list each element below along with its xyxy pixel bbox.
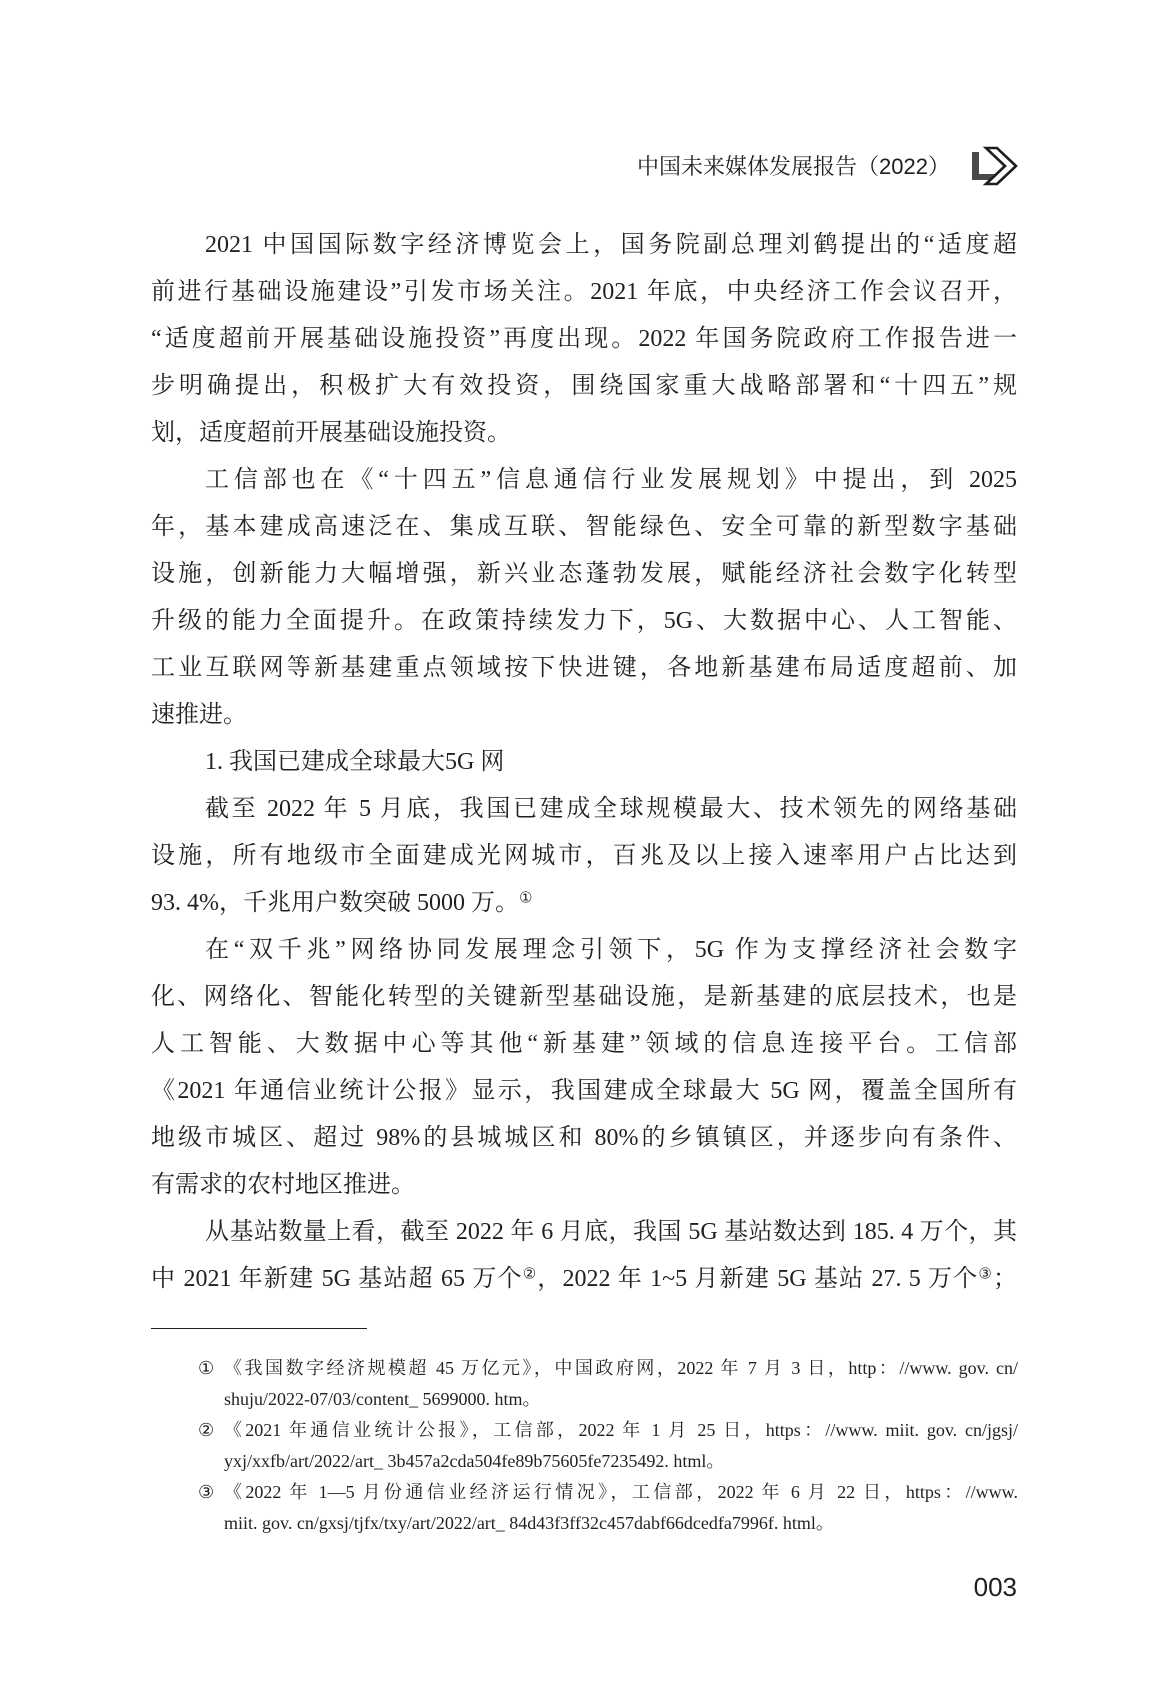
body-line: 年，基本建成高速泛在、集成互联、智能绿色、安全可靠的新型数字基础 <box>151 514 1017 540</box>
footnote-line: shuju/2022-07/03/content_ 5699000. htm。 <box>224 1389 541 1409</box>
footnote-ref: ① <box>519 890 533 907</box>
body-line: 步明确提出，积极扩大有效投资，围绕国家重大战略部署和“十四五”规 <box>151 373 1017 399</box>
body-line: 在“双千兆”网络协同发展理念引领下，5G 作为支撑经济社会数字 <box>205 937 1017 963</box>
paragraph-4 <box>151 927 1017 1209</box>
paragraph-3 <box>151 786 1017 927</box>
body-line: 《2021 年通信业统计公报》显示，我国建成全球最大 5G 网，覆盖全国所有 <box>151 1078 1017 1104</box>
body-line: 工业互联网等新基建重点领域按下快进键，各地新基建布局适度超前、加 <box>151 655 1017 681</box>
footnote-line: 《2021 年通信业统计公报》，工信部，2022 年 1 月 25 日，https：//www. miit. gov. cn/jgsj/ <box>224 1420 1018 1440</box>
body-line: 前进行基础设施建设”引发市场关注。2021 年底，中央经济工作会议召开， <box>151 279 1017 305</box>
body-line: 地级市城区、超过 98%的县城城区和 80%的乡镇镇区，并逐步向有条件、 <box>151 1125 1017 1151</box>
footnote-2 <box>198 1415 1018 1477</box>
body-line: 升级的能力全面提升。在政策持续发力下，5G、大数据中心、人工智能、 <box>151 608 1017 634</box>
paragraph-2 <box>151 457 1017 739</box>
body-line: 速推进。 <box>151 702 247 728</box>
footnote-line: miit. gov. cn/gxsj/tjfx/txy/art/2022/art_ 84d43f3ff32c457dabf66dcedfa7996f. html。 <box>224 1513 834 1533</box>
body-text <box>151 222 1017 1303</box>
body-line: 人工智能、大数据中心等其他“新基建”领域的信息连接平台。工信部 <box>151 1031 1017 1057</box>
body-line <box>151 1256 1017 1303</box>
body-line <box>151 880 1017 927</box>
paragraph-5 <box>151 1209 1017 1303</box>
footnote-line: 《2022 年 1—5 月份通信业经济运行情况》，工信部，2022 年 6 月 22 日，https：//www. <box>224 1482 1018 1502</box>
body-line: 设施，所有地级市全面建成光网城市，百兆及以上接入速率用户占比达到 <box>151 843 1017 869</box>
body-line: 工信部也在《“十四五”信息通信行业发展规划》中提出，到 2025 <box>205 467 1017 493</box>
footnote-line: yxj/xxfb/art/2022/art_ 3b457a2cda504fe89b75605fe7235492. html。 <box>224 1451 725 1471</box>
line-text: ； <box>992 1266 1017 1292</box>
footnote-marker: ① <box>198 1358 215 1378</box>
line-text: 93. 4%，千兆用户数突破 5000 万。 <box>151 890 519 916</box>
footnote-divider <box>151 1328 367 1329</box>
line-text: ，2022 年 1~5 月新建 5G 基站 27. 5 万个 <box>537 1266 979 1292</box>
body-line: 2021 中国国际数字经济博览会上，国务院副总理刘鹤提出的“适度超 <box>205 232 1017 258</box>
body-line: 划，适度超前开展基础设施投资。 <box>151 420 511 446</box>
footnote-marker: ② <box>198 1420 215 1440</box>
body-line: 设施，创新能力大幅增强，新兴业态蓬勃发展，赋能经济社会数字化转型 <box>151 561 1017 587</box>
body-line: 化、网络化、智能化转型的关键新型基础设施，是新基建的底层技术，也是 <box>151 984 1017 1010</box>
page-number: 003 <box>973 1572 1017 1602</box>
footnote-3 <box>198 1477 1018 1539</box>
footnote-1 <box>198 1353 1018 1415</box>
line-text: 中 2021 年新建 5G 基站超 65 万个 <box>151 1266 523 1292</box>
footnote-line: 《我国数字经济规模超 45 万亿元》，中国政府网，2022 年 7 月 3 日，http：//www. gov. cn/ <box>224 1358 1018 1378</box>
footnote-marker: ③ <box>198 1482 215 1502</box>
section-heading: 1. 我国已建成全球最大5G 网 <box>205 749 505 775</box>
body-line: 有需求的农村地区推进。 <box>151 1172 415 1198</box>
running-header-title: 中国未来媒体发展报告（2022） <box>637 154 950 179</box>
body-line: 截至 2022 年 5 月底，我国已建成全球规模最大、技术领先的网络基础 <box>205 796 1017 822</box>
footnotes <box>198 1353 1018 1539</box>
body-line: 从基站数量上看，截至 2022 年 6 月底，我国 5G 基站数达到 185. 4 万个，其 <box>205 1219 1017 1245</box>
footnote-ref: ② <box>522 1266 538 1283</box>
publisher-logo-icon <box>970 146 1018 186</box>
footnote-ref: ③ <box>978 1266 993 1283</box>
paragraph-1 <box>151 222 1017 457</box>
body-line: “适度超前开展基础设施投资”再度出现。2022 年国务院政府工作报告进一 <box>151 326 1017 352</box>
